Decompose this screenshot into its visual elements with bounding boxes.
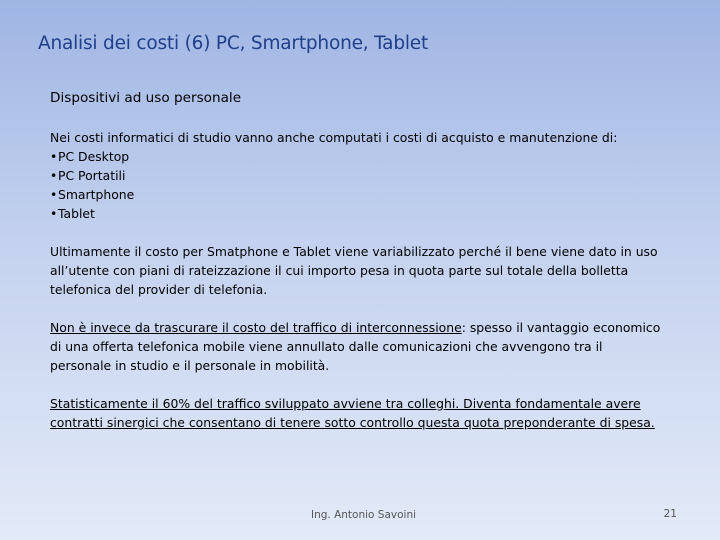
subheading: Dispositivi ad uso personale — [50, 90, 242, 106]
underlined-statement: Non è invece da trascurare il costo del traffico di interconnessione — [50, 320, 462, 335]
list-item-label: PC Portatili — [58, 168, 126, 183]
device-list — [50, 147, 665, 223]
list-item-label: PC Desktop — [58, 149, 130, 164]
slide-content — [50, 89, 665, 451]
paragraph-statistics: Statisticamente il 60% del traffico sviluppato avviene tra colleghi. Diventa fondamentale avere contratti sinergici che consentano di tenere sotto controllo questa quota preponderante di spesa. — [50, 396, 655, 430]
list-item-label: Smartphone — [58, 187, 135, 202]
list-item — [50, 204, 665, 223]
intro-text: Nei costi informatici di studio vanno anche computati i costi di acquisto e manutenzione di: — [50, 130, 618, 145]
paragraph-interconnection-traffic — [50, 318, 665, 375]
bullet-icon: • — [50, 187, 58, 202]
footer-author: Ing. Antonio Savoini — [311, 509, 417, 521]
bullet-icon: • — [50, 149, 58, 164]
bullet-icon: • — [50, 206, 58, 221]
page-number: 21 — [663, 508, 677, 520]
paragraph-cost-variabilization: Ultimamente il costo per Smatphone e Tablet viene variabilizzato perché il bene viene dato in uso all’utente con piani di rateizzazione il cui importo pesa in quota parte sul totale della bolletta telefonica del provider di telefonia. — [50, 244, 658, 297]
list-item — [50, 185, 665, 204]
slide-title: Analisi dei costi (6) PC, Smartphone, Tablet — [38, 33, 429, 54]
bullet-icon: • — [50, 168, 58, 183]
list-item — [50, 147, 665, 166]
paragraph-rest: : spesso il vantaggio economico di una offerta telefonica mobile viene annullato dalle comunicazioni che avvengono tra il personale in studio e il personale in mobilità. — [50, 320, 661, 373]
list-item — [50, 166, 665, 185]
list-item-label: Tablet — [58, 206, 95, 221]
